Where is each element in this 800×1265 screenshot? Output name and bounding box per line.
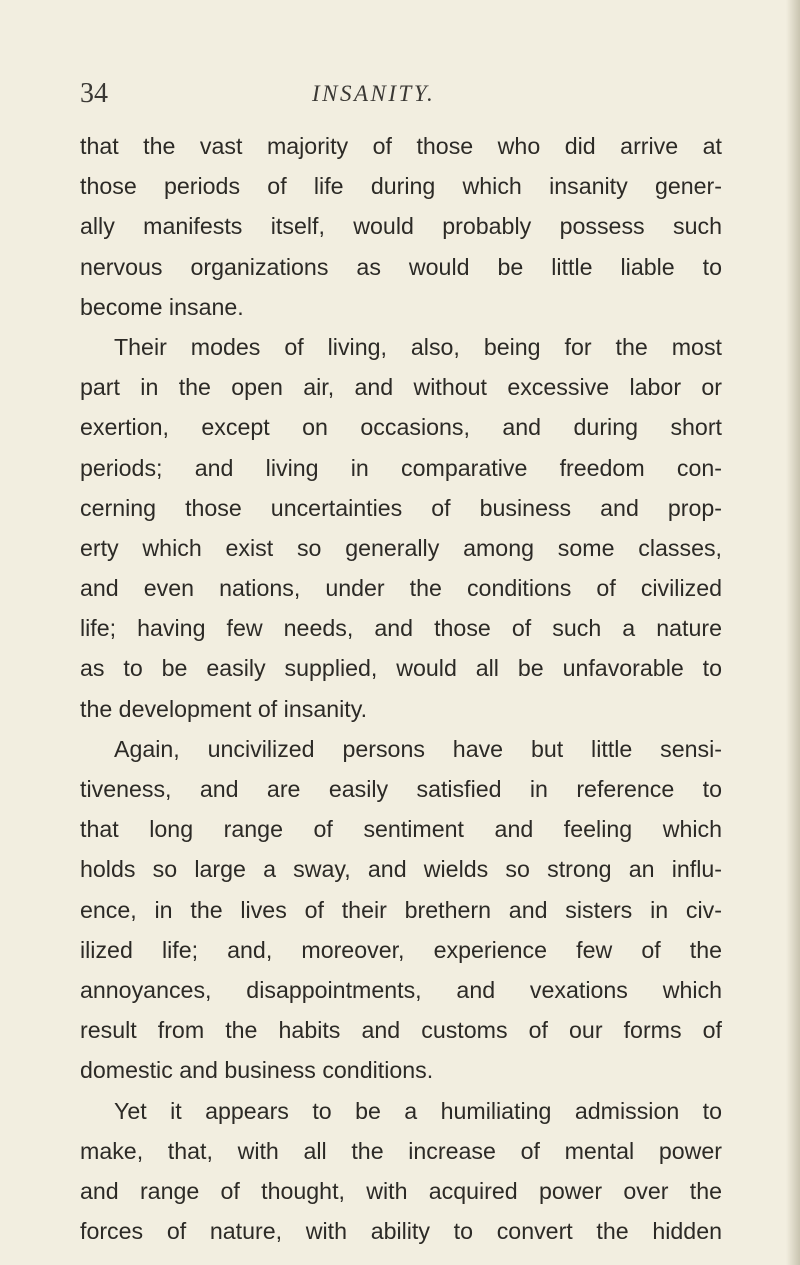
page-edge-shadow <box>786 0 800 1265</box>
text-line: that the vast majority of those who did arrive at <box>80 133 722 159</box>
text-line: that long range of sentiment and feeling which <box>80 816 722 843</box>
text-line: tiveness, and are easily satisfied in reference to <box>80 776 722 802</box>
text-line: as to be easily supplied, would all be unfavorable to <box>80 655 722 682</box>
text-line: result from the habits and customs of our forms of <box>80 1017 722 1044</box>
paragraph <box>80 1091 722 1252</box>
text-line: forces of nature, with ability to convert the hidden <box>80 1218 722 1245</box>
page-header <box>80 74 722 114</box>
text-line: Again, uncivilized persons have but little sensi- <box>114 735 722 762</box>
text-line: the development of insanity. <box>80 695 368 722</box>
text-line: ence, in the lives of their brethern and sisters in civ- <box>80 896 722 923</box>
text-line: cerning those uncertainties of business and prop- <box>80 494 722 521</box>
running-head: INSANITY. <box>312 81 436 106</box>
text-line: life; having few needs, and those of such a nature <box>80 615 722 642</box>
text-line: annoyances, disappointments, and vexations which <box>80 976 722 1003</box>
text-line: part in the open air, and without excessive labor or <box>80 374 722 401</box>
text-line: those periods of life during which insanity gener- <box>80 173 722 200</box>
paragraph <box>80 729 722 1091</box>
text-line: ally manifests itself, would probably possess such <box>80 213 722 240</box>
text-line: holds so large a sway, and wields so strong an influ- <box>80 856 722 883</box>
text-body <box>80 126 722 1251</box>
page-number: 34 <box>80 78 108 109</box>
text-line: periods; and living in comparative freedom con- <box>80 454 722 481</box>
text-line: erty which exist so generally among some classes, <box>80 534 722 561</box>
text-line: exertion, except on occasions, and during short <box>80 414 722 441</box>
text-line: ilized life; and, moreover, experience few of the <box>80 936 722 963</box>
text-line: nervous organizations as would be little liable to <box>80 253 722 280</box>
paragraph <box>80 126 722 327</box>
paragraph <box>80 327 722 729</box>
text-line: and range of thought, with acquired power over the <box>80 1177 722 1204</box>
text-line: Their modes of living, also, being for the most <box>114 333 722 360</box>
text-line: make, that, with all the increase of mental power <box>80 1137 722 1164</box>
text-line: become insane. <box>80 293 244 320</box>
text-line: and even nations, under the conditions of civilized <box>80 575 722 602</box>
text-line: Yet it appears to be a humiliating admission to <box>114 1097 722 1124</box>
text-line: domestic and business conditions. <box>80 1057 434 1084</box>
